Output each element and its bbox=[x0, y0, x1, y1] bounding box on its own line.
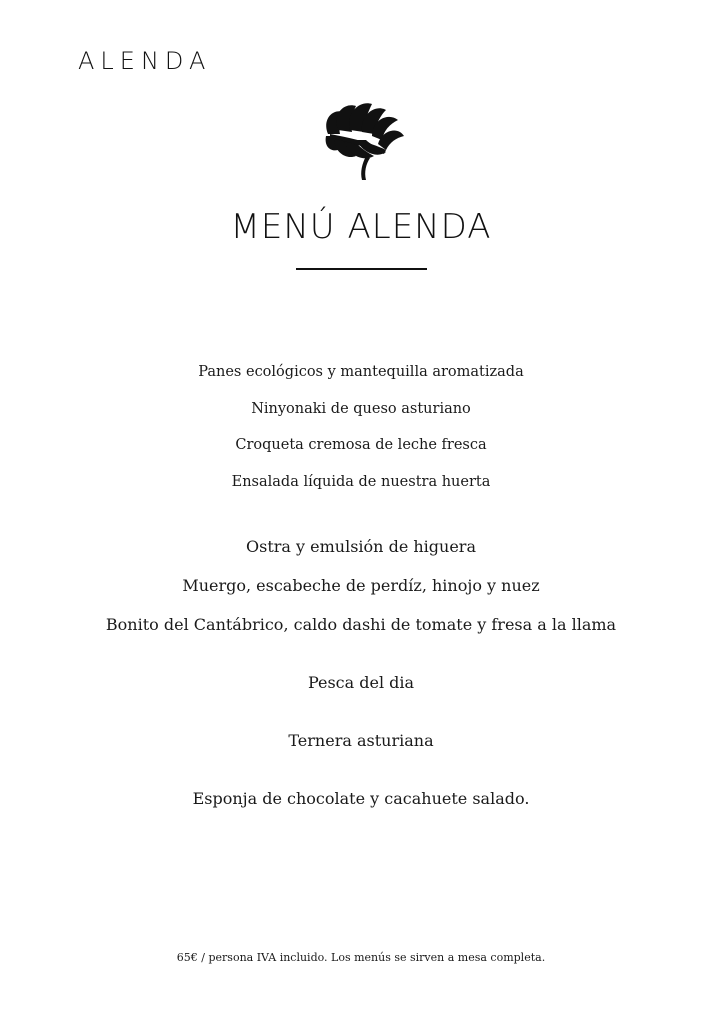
starters-list bbox=[0, 354, 722, 500]
brand-name: ALENDA bbox=[78, 47, 212, 75]
list-item: Ensalada líquida de nuestra huerta bbox=[231, 473, 491, 490]
courses-list bbox=[0, 527, 722, 644]
fish-course: Pesca del dia bbox=[307, 673, 415, 692]
list-item: Ostra y emulsión de higuera bbox=[246, 537, 476, 556]
list-item: Ninyonaki de queso asturiano bbox=[251, 400, 471, 417]
menu-title: MENÚ ALENDA bbox=[230, 207, 492, 247]
title-divider bbox=[296, 268, 427, 270]
list-item: Panes ecológicos y mantequilla aromatizada bbox=[198, 364, 524, 380]
list-item: Muergo, escabeche de perdíz, hinojo y nuez bbox=[182, 576, 540, 595]
leaf-icon bbox=[320, 100, 406, 182]
dessert-course: Esponja de chocolate y cacahuete salado. bbox=[192, 789, 530, 808]
list-item: Bonito del Cantábrico, caldo dashi de tomate y fresa a la llama bbox=[105, 615, 617, 634]
price-note: 65€ / persona IVA incluido. Los menús se sirven a mesa completa. bbox=[176, 951, 546, 964]
list-item: Croqueta cremosa de leche fresca bbox=[235, 437, 487, 453]
meat-course: Ternera asturiana bbox=[288, 731, 434, 750]
